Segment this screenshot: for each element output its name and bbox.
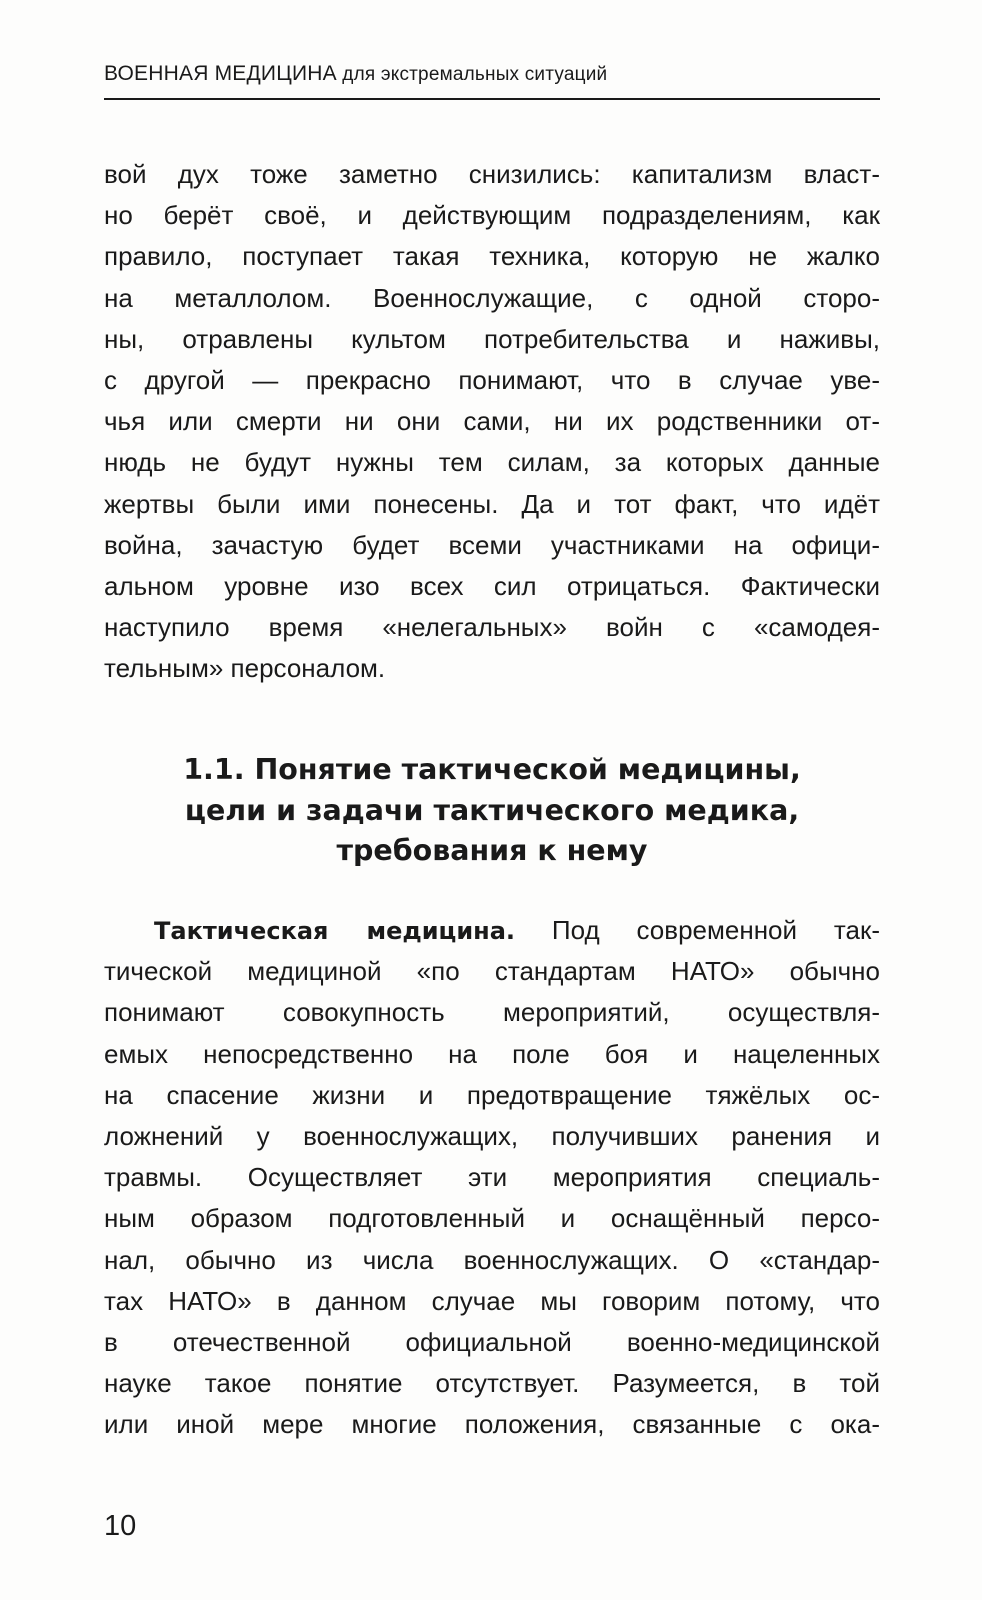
text-line: емых непосредственно на поле боя и нацеленных [104,1038,880,1069]
text-line: тах НАТО» в данном случае мы говорим потому, что [104,1285,880,1316]
text-line: науке такое понятие отсутствует. Разумеется, в той [104,1368,880,1399]
text-line: ложнений у военнослужащих, получивших ранения и [104,1120,880,1151]
text-line: тельным» персоналом. [104,653,386,684]
first-line-rest: Под современной так- [515,915,881,945]
text-line: чья или смерти ни они сами, ни их родственники от- [104,406,880,437]
running-head [104,60,880,100]
running-head-title: ВОЕННАЯ МЕДИЦИНА [104,62,337,85]
text-line: травмы. Осуществляет эти мероприятия специаль- [104,1162,880,1193]
section-heading-line: 1.1. Понятие тактической медицины, [183,753,801,786]
term-bold: Тактическая медицина. [154,917,516,945]
text-line: или иной мере многие положения, связанные с ока- [104,1409,880,1440]
text-line: правило, поступает такая техника, которую не жалко [104,241,880,272]
text-line: понимают совокупность мероприятий, осуществля- [104,997,880,1028]
section-heading [104,750,880,872]
text-line: тической медициной «по стандартам НАТО» обычно [104,956,880,987]
text-line: в отечественной официальной военно-медицинской [104,1326,880,1357]
text-line: с другой — прекрасно понимают, что в случае уве- [104,364,880,395]
page-number: 10 [104,1510,137,1542]
text-line: на металлолом. Военнослужащие, с одной сторо- [104,282,880,313]
paragraph-continuation [104,154,880,689]
section-heading-line: требования к нему [336,834,648,867]
text-line: альном уровне изо всех сил отрицаться. Фактически [104,570,880,601]
text-line: нал, обычно из числа военнослужащих. О «стандар- [104,1244,880,1275]
text-line: ны, отравлены культом потребительства и наживы, [104,323,880,354]
text-line: ным образом подготовленный и оснащённый персо- [104,1203,880,1234]
text-line: война, зачастую будет всеми участниками на офици- [104,529,880,560]
paragraph-tactical-medicine [104,910,880,1445]
section-heading-line: цели и задачи тактического медика, [184,793,800,827]
running-head-subtitle: для экстремальных ситуаций [336,64,608,85]
text-line: нюдь не будут нужны тем силам, за которых данные [104,447,880,478]
text-line: но берёт своё, и действующим подразделениям, как [104,200,880,231]
text-line: на спасение жизни и предотвращение тяжёлых ос- [104,1079,880,1110]
text-line: наступило время «нелегальных» войн с «самодея- [104,612,880,643]
text-line-first [104,910,880,951]
text-line: жертвы были ими понесены. Да и тот факт, что идёт [104,488,880,519]
text-line: вой дух тоже заметно снизились: капитализм власт- [104,159,880,189]
